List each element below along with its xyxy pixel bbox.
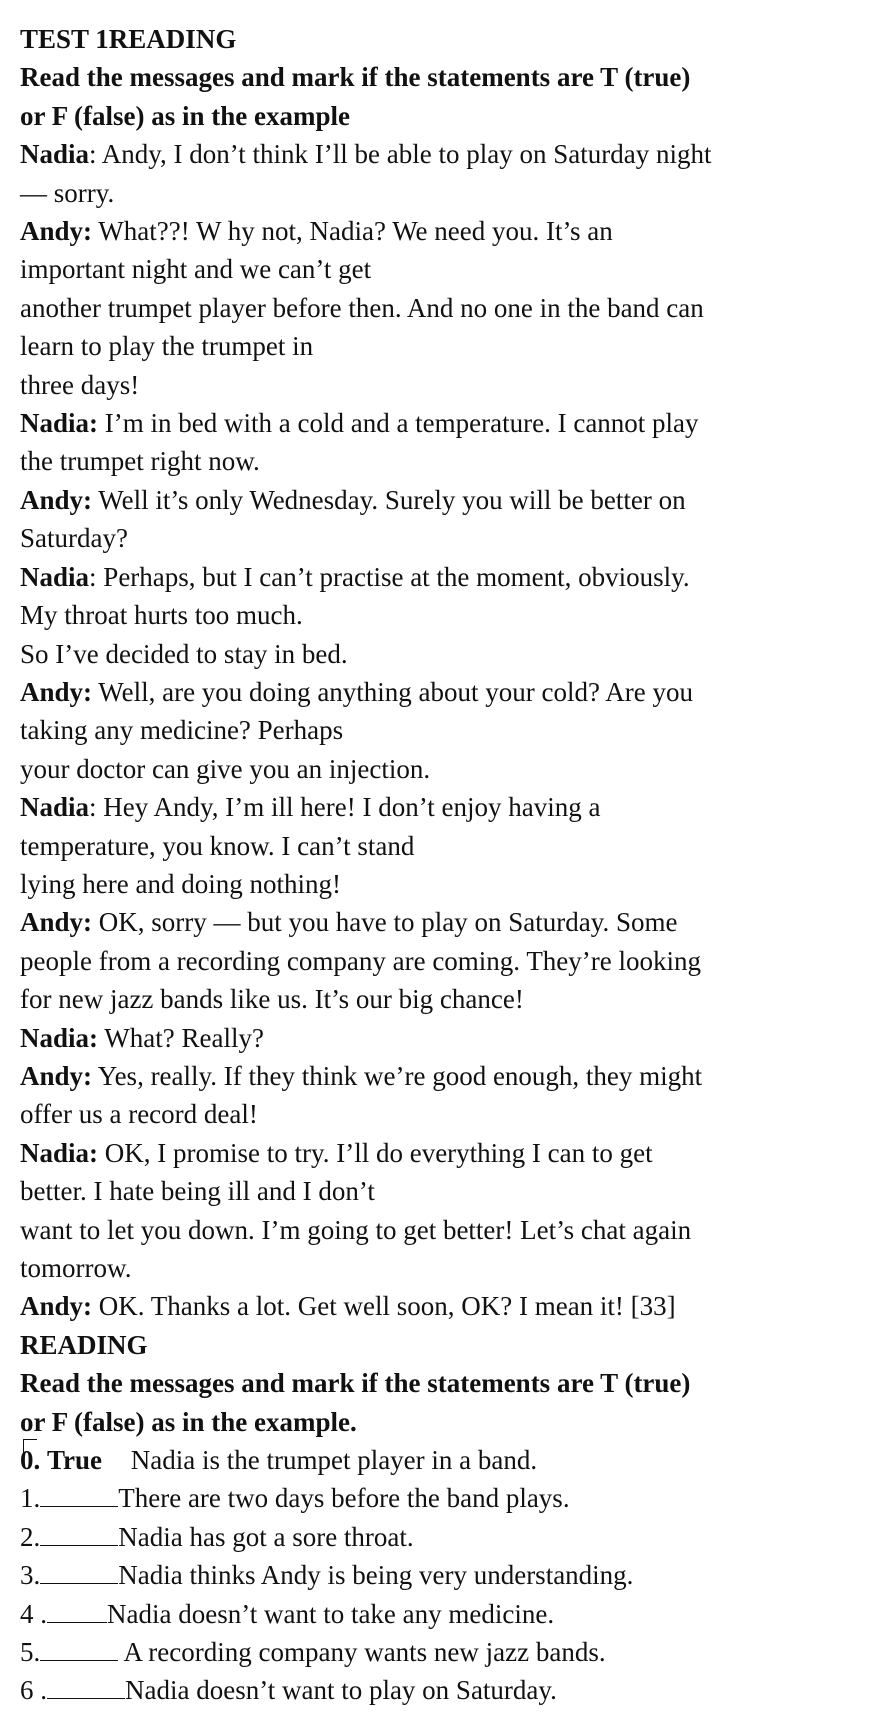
speaker-name: Nadia: (20, 408, 99, 439)
message-line (20, 366, 861, 404)
statement-text: Nadia has got a sore throat. (118, 1521, 414, 1552)
message-line (20, 711, 861, 749)
answer-blank[interactable] (40, 1521, 118, 1546)
message-line (20, 1095, 861, 1133)
example-text: Nadia is the trumpet player in a band. (130, 1445, 538, 1476)
message-text: important night and we can’t get (20, 254, 372, 285)
example-statement (20, 1441, 861, 1479)
message-line-first (20, 1019, 861, 1057)
speaker-separator: : (89, 792, 97, 823)
message-line (20, 980, 861, 1018)
statement-number: 2. (20, 1521, 41, 1552)
speaker-name: Andy: (20, 1060, 93, 1091)
message-text: three days! (20, 369, 140, 400)
example-answer: True (47, 1445, 102, 1476)
statement-item (20, 1518, 861, 1556)
message-line (20, 250, 861, 288)
message-text: Yes, really. If they think we’re good enough, they might (92, 1060, 703, 1091)
statement-number: 3. (20, 1560, 41, 1591)
speaker-name: Andy: (20, 907, 93, 938)
statement-item (20, 1671, 861, 1709)
statement-text: Nadia thinks Andy is being very understanding. (118, 1560, 634, 1591)
message-text: OK. Thanks a lot. Get well soon, OK? I mean it! [33] (92, 1291, 676, 1322)
message-line (20, 942, 861, 980)
speaker-name: Andy: (20, 1291, 93, 1322)
speaker-name: Nadia (20, 792, 90, 823)
message-line-first (20, 212, 861, 250)
statement-number: 6 . (20, 1675, 47, 1706)
message-line-first (20, 558, 861, 596)
statement-text: A recording company wants new jazz bands. (118, 1637, 606, 1668)
message-line-first (20, 788, 861, 826)
speaker-name: Nadia (20, 139, 90, 170)
message-text: offer us a record deal! (20, 1099, 258, 1130)
statement-number: 5. (20, 1637, 41, 1668)
message-text: Hey Andy, I’m ill here! I don’t enjoy having a (96, 792, 601, 823)
statement-item (20, 1479, 861, 1517)
speaker-name: Andy: (20, 484, 93, 515)
message-text: people from a recording company are coming. They’re looking (20, 945, 702, 976)
speaker-name: Nadia: (20, 1022, 99, 1053)
message-line (20, 1172, 861, 1210)
test-heading: TEST 1READING (20, 24, 237, 54)
speaker-name: Andy: (20, 216, 93, 247)
message-text: My throat hurts too much. (20, 600, 303, 631)
message-line (20, 865, 861, 903)
message-text: Well, are you doing anything about your cold? Are you (92, 676, 693, 707)
message-line (20, 327, 861, 365)
message-line (20, 1211, 861, 1249)
speaker-name: Nadia (20, 561, 90, 592)
answer-blank[interactable] (40, 1636, 118, 1661)
answer-blank[interactable] (40, 1482, 118, 1507)
speaker-separator: : (89, 561, 97, 592)
statement-text: Nadia doesn’t want to take any medicine. (107, 1598, 555, 1629)
message-text: Andy, I don’t think I’ll be able to play on Saturday night (96, 139, 712, 170)
reading-heading: READING (20, 1329, 148, 1360)
message-text: taking any medicine? Perhaps (20, 715, 344, 746)
message-text: lying here and doing nothing! (20, 868, 341, 899)
message-line (20, 827, 861, 865)
statement-item (20, 1633, 861, 1671)
message-line (20, 635, 861, 673)
message-text: OK, sorry — but you have to play on Saturday. Some (92, 907, 678, 938)
statement-item (20, 1595, 861, 1633)
statement-text: There are two days before the band plays. (118, 1483, 570, 1514)
message-text: the trumpet right now. (20, 446, 260, 477)
message-text: Saturday? (20, 523, 128, 554)
message-line-first (20, 1134, 861, 1172)
message-line-first (20, 135, 861, 173)
message-line (20, 442, 861, 480)
message-text: — sorry. (20, 177, 115, 208)
message-text: tomorrow. (20, 1253, 132, 1283)
message-line (20, 1249, 861, 1287)
checkbox-mark-icon (23, 1439, 37, 1458)
message-text: better. I hate being ill and I don’t (20, 1176, 375, 1207)
message-text: Well it’s only Wednesday. Surely you will be better on (92, 484, 686, 515)
message-line-first (20, 404, 861, 442)
message-line (20, 596, 861, 634)
message-text: want to let you down. I’m going to get better! Let’s chat again (20, 1214, 692, 1245)
answer-blank[interactable] (47, 1674, 125, 1699)
message-text: your doctor can give you an injection. (20, 753, 431, 784)
message-text: OK, I promise to try. I’ll do everything I can to get (98, 1137, 653, 1168)
instructions-line-1: Read the messages and mark if the statements are T (true) (20, 62, 691, 93)
message-line-first (20, 1287, 861, 1325)
task-instructions-line-1: Read the messages and mark if the statements are T (true) (20, 1368, 691, 1399)
message-line (20, 289, 861, 327)
speaker-name: Nadia: (20, 1137, 99, 1168)
statement-list (20, 1479, 861, 1709)
message-thread (20, 135, 861, 1326)
answer-blank[interactable] (40, 1559, 118, 1584)
message-text: I’m in bed with a cold and a temperature. I cannot play (98, 408, 699, 439)
message-text: for new jazz bands like us. It’s our big chance! (20, 984, 524, 1015)
statement-item (20, 1556, 861, 1594)
message-line-first (20, 903, 861, 941)
statement-text: Nadia doesn’t want to play on Saturday. (125, 1675, 557, 1706)
task-instructions-line-2: or F (false) as in the example. (20, 1406, 357, 1437)
message-text: Perhaps, but I can’t practise at the moment, obviously. (96, 561, 690, 592)
statement-number: 1. (20, 1483, 41, 1514)
message-line (20, 174, 861, 212)
message-text: temperature, you know. I can’t stand (20, 830, 415, 861)
message-text: What??! W hy not, Nadia? We need you. It’s an (92, 216, 613, 247)
message-text: learn to play the trumpet in (20, 331, 314, 362)
speaker-name: Andy: (20, 676, 93, 707)
message-text: So I’ve decided to stay in bed. (20, 638, 348, 669)
message-text: another trumpet player before then. And no one in the band can (20, 292, 704, 323)
message-line-first (20, 1057, 861, 1095)
speaker-separator: : (89, 139, 97, 170)
answer-blank[interactable] (47, 1598, 107, 1623)
message-line (20, 750, 861, 788)
example-number: 0. (20, 1441, 40, 1479)
message-line-first (20, 481, 861, 519)
instructions-line-2: or F (false) as in the example (20, 100, 350, 131)
message-text: What? Really? (98, 1022, 264, 1053)
message-line-first (20, 673, 861, 711)
message-line (20, 519, 861, 557)
statement-number: 4 . (20, 1598, 47, 1629)
